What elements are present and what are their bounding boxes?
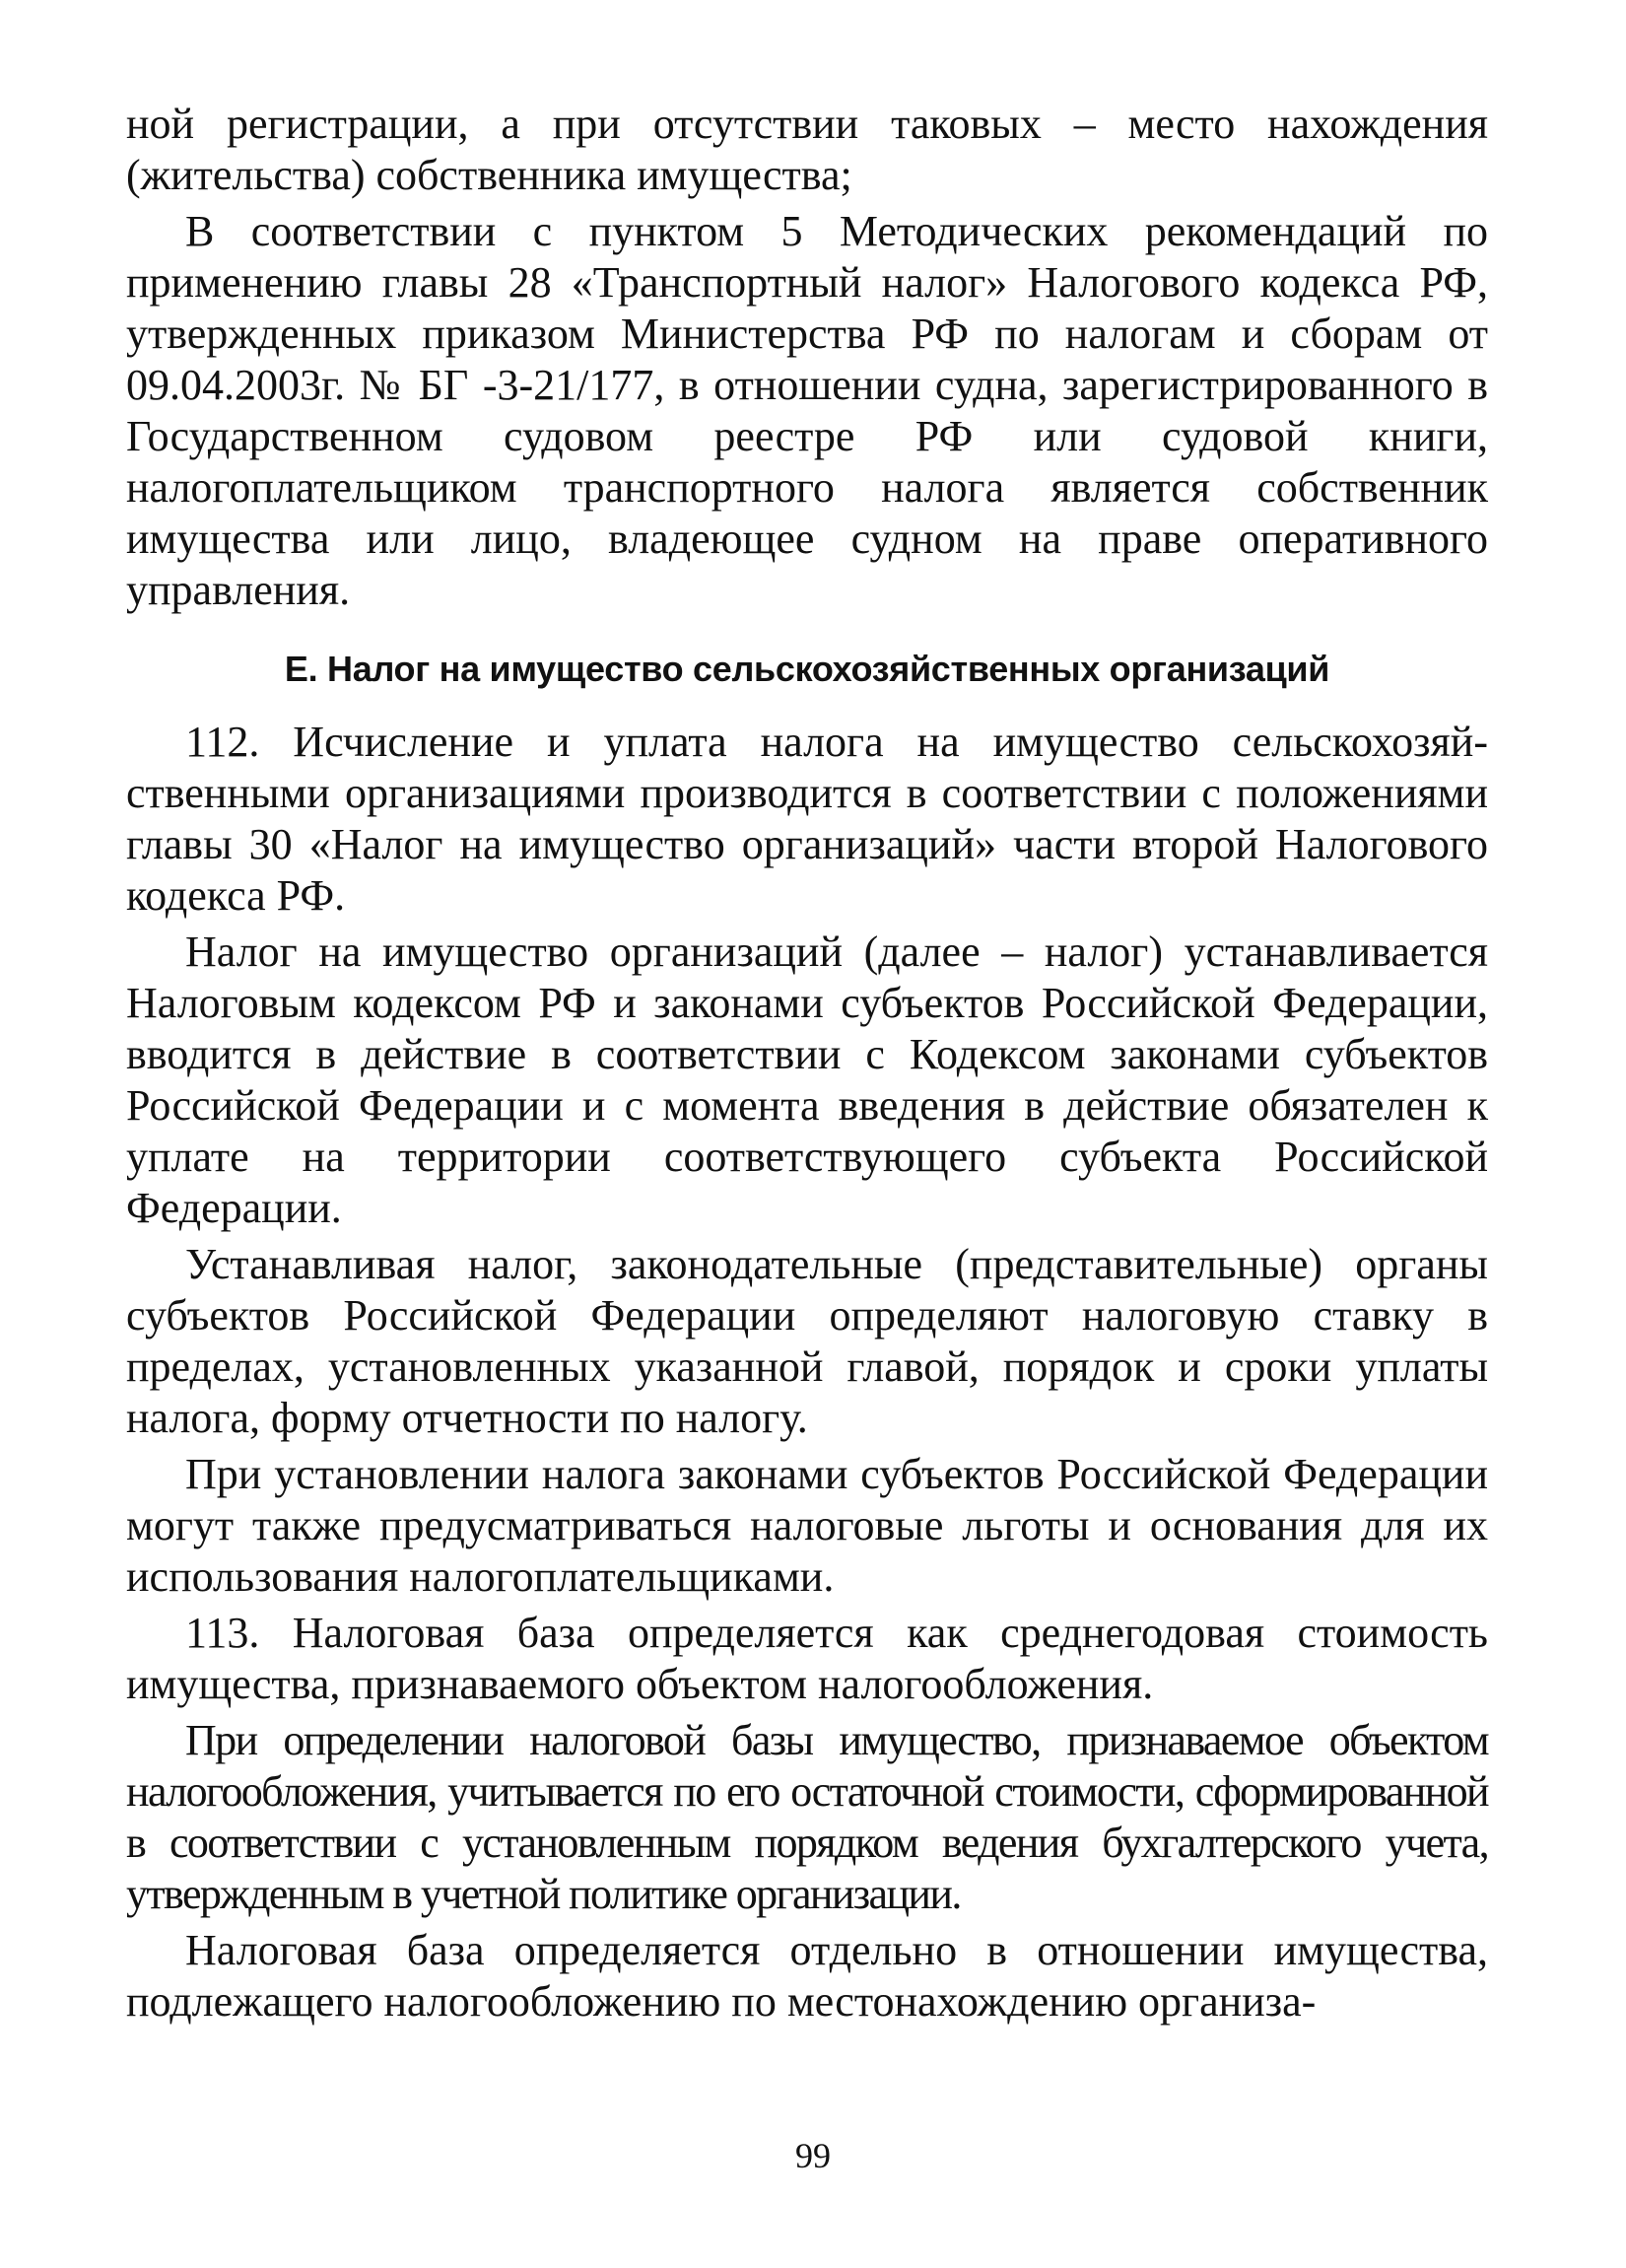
paragraph-112: 112. Исчисление и уплата налога на имущество сельскохозяйственными организациями производится в соответствии с положениями главы 30 «Налог на имущество организаций» части второй Налогового кодекса РФ. — [126, 718, 1488, 920]
paragraph-tax-base-location: Налоговая база определяется отдельно в отношении имущества, подлежащего налогообложению по местонахождению организа- — [126, 1926, 1488, 2026]
paragraph-tax-benefits: При установлении налога законами субъектов Российской Федерации могут также предусматриваться налоговые льготы и основания для их использования налогоплательщиками. — [126, 1450, 1488, 1601]
page-number: 99 — [795, 2136, 831, 2175]
paragraph-tax-establishment: Налог на имущество организаций (далее – налог) устанавливается Налоговым кодексом РФ и законами субъектов Российской Федерации, вводится в действие в соответствии с Кодексом законами субъектов Российской Федерации и с момента введения в действие обязателен к уплате на территории соответствующего субъекта Российской Федерации. — [126, 928, 1488, 1232]
paragraph-tax-rate: Устанавливая налог, законодательные (представительные) органы субъектов Российской Федерации определяют налоговую ставку в пределах, установленных указанной главой, порядок и сроки уплаты налога, форму отчетности по налогу. — [126, 1240, 1488, 1442]
paragraph-continued: ной регистрации, а при отсутствии таковых – место нахождения (жительства) собственника имущества; — [126, 100, 1488, 199]
paragraph-residual-value: При определении налоговой базы имущество, признаваемое объектом налогообложения, учитывается по его остаточной стоимости, сформированной в соответствии с установленным порядком ведения бухгалтерского учета, утвержденным в учетной политике организации. — [126, 1716, 1488, 1918]
paragraph-113: 113. Налоговая база определяется как среднегодовая стоимость имущества, признаваемого объектом налогообложения. — [126, 1609, 1488, 1708]
document-page — [126, 99, 1488, 2027]
paragraph-transport-tax-vessel: В соответствии с пунктом 5 Методических рекомендаций по применению главы 28 «Транспортный налог» Налогового кодекса РФ, утвержденных приказом Министерства РФ по налогам и сборам от 09.04.2003г. № БГ -3-21/177, в отношении судна, зарегистрированного в Государственном судовом реестре РФ или судовой книги, налогоплательщиком транспортного налога является собственник имущества или лицо, владеющее судном на праве оперативного управления. — [126, 207, 1488, 614]
section-heading: Е. Налог на имущество сельскохозяйственных организаций — [284, 649, 1330, 689]
